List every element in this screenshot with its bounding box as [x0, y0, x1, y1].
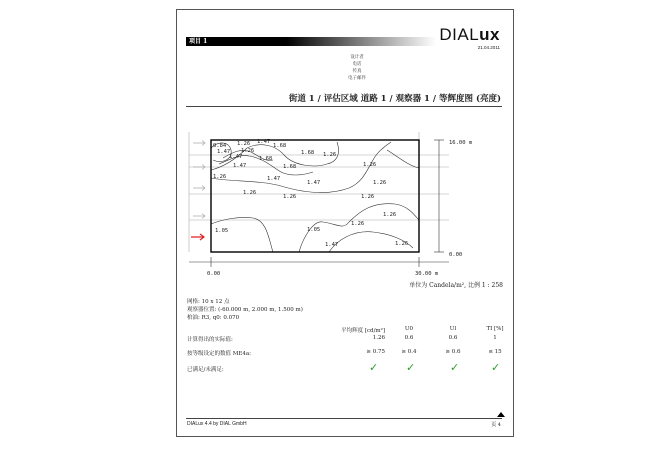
project-label: 项目 1: [189, 38, 208, 45]
value-u0-calculated: 0.6: [404, 335, 414, 341]
contour-label: 1.05: [215, 228, 229, 234]
footer-triangle-icon: [497, 412, 505, 417]
contour-label: 1.26: [361, 194, 375, 200]
contour-label: 1.47: [233, 163, 247, 169]
grid-info: 网格: 10 x 12 点: [187, 299, 230, 305]
page-title: 街道 1 / 评估区域 道路 1 / 观察器 1 / 等辉度图 (亮度): [288, 94, 501, 104]
value-avg-calculated: 1.26: [372, 335, 385, 341]
value-ul-required: ≥ 0.6: [445, 349, 461, 355]
footer-software: DIALux 4.4 by DIAL GmbH: [187, 421, 247, 427]
check-icon: ✓: [450, 361, 460, 374]
contour-label: 1.26: [213, 174, 227, 180]
contact-fax: 传真: [352, 69, 362, 74]
surface-info: 柏油: R3, q0: 0.070: [187, 315, 240, 321]
contour-label: 1.47: [325, 242, 339, 248]
unit-scale-note: 单位为 Candela/m², 比例 1 : 258: [409, 282, 503, 289]
observer-arrow-icon: [193, 141, 205, 146]
y-top-label: 16.00 m: [449, 140, 473, 146]
contour-label: 1.26: [243, 190, 257, 196]
dialux-logo: [439, 25, 500, 45]
contour-label: 1.26: [323, 152, 337, 158]
header-bar: [186, 37, 436, 46]
contour-label: 1.26: [351, 221, 365, 227]
check-icon: ✓: [406, 361, 416, 374]
contour-label: 1.26: [241, 148, 255, 154]
contour-label: 1.26: [395, 241, 409, 247]
arrow-icons: [193, 141, 205, 219]
logo-light: DIAL: [439, 25, 480, 44]
x-right-label: 30.00 m: [415, 271, 439, 277]
col-header-avg-luminance: 平均辉度 [cd/m²]: [341, 328, 385, 334]
contour-label: 1.05: [307, 227, 321, 233]
observer-arrow-icon: [193, 186, 205, 191]
report-page: [176, 9, 514, 437]
col-header-u0: U0: [404, 326, 414, 332]
contour-label: 0.84: [213, 143, 227, 149]
value-ti-calculated: 1: [493, 335, 497, 341]
value-ul-calculated: 0.6: [448, 335, 458, 341]
row-label-calculated: 计算得出的实际值:: [187, 337, 233, 343]
isoluminance-plot: [177, 120, 513, 280]
contour-label: 1.26: [283, 194, 297, 200]
observer-info: 观察器位置: (-60.000 m, 2.000 m, 1.500 m): [187, 307, 303, 313]
contour-label: 1.26: [383, 212, 397, 218]
report-date: 21.04.2011: [477, 45, 500, 50]
y-bottom-label: 0.00: [449, 252, 463, 258]
x-left-label: 0.00: [207, 271, 221, 277]
check-icon: ✓: [369, 361, 379, 374]
value-avg-required: ≥ 0.75: [366, 349, 385, 355]
contour-label: 1.47: [229, 154, 243, 160]
contact-designer: 设计者: [350, 55, 364, 60]
row-label-fulfilled: 已满足/未满足:: [187, 367, 224, 373]
check-icon: ✓: [491, 361, 501, 374]
value-u0-required: ≥ 0.4: [401, 349, 417, 355]
contour-label: 1.26: [237, 141, 251, 147]
contour-label: 1.26: [363, 162, 377, 168]
contour-label: 1.68: [273, 143, 287, 149]
contour-label: 1.47: [217, 149, 231, 155]
contour-label: 1.68: [259, 156, 273, 162]
contact-phone: 电话: [352, 62, 362, 67]
col-header-ul: Ul: [449, 326, 457, 332]
observer-arrow-icon: [193, 165, 205, 170]
contour-label: 1.47: [257, 139, 271, 145]
value-ti-required: ≤ 15: [488, 349, 502, 355]
contour-label: 1.47: [267, 176, 281, 182]
footer-divider: [186, 418, 502, 419]
page-number: 页 4: [491, 422, 501, 428]
active-observer-arrow-icon: [191, 234, 204, 240]
logo-bold: ux: [479, 25, 500, 44]
col-header-ti: TI [%]: [486, 326, 504, 332]
contact-email: 电子邮件: [348, 76, 366, 81]
contour-label: 1.26: [373, 180, 387, 186]
row-label-required: 按等级设定的数值 ME4a:: [187, 351, 252, 357]
title-divider: [186, 106, 502, 107]
observer-arrow-icon: [193, 214, 205, 219]
contour-label: 1.68: [283, 164, 297, 170]
contour-label: 1.68: [301, 150, 315, 156]
contour-label: 1.47: [307, 180, 321, 186]
